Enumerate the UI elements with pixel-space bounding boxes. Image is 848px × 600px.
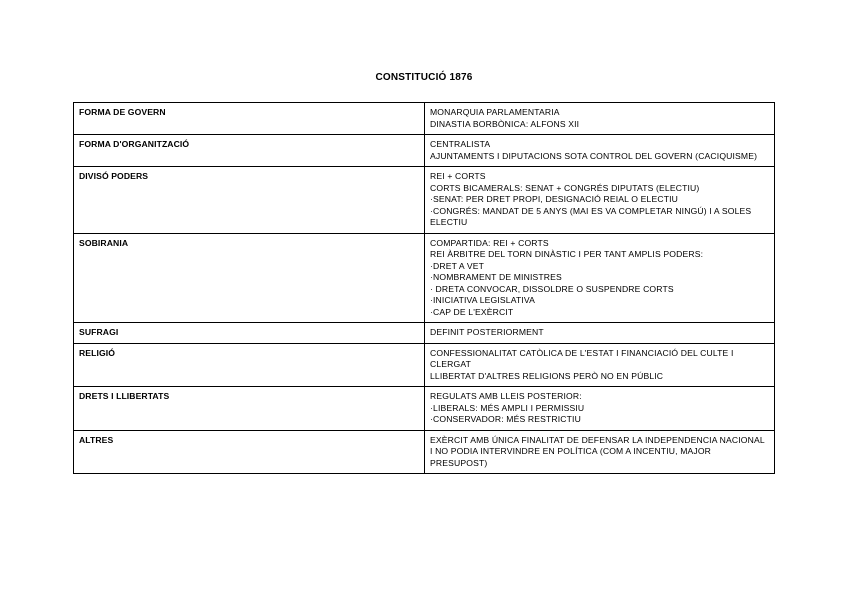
table-row bbox=[74, 135, 775, 167]
value-line: ·CONGRÉS: MANDAT DE 5 ANYS (MAI ES VA COMPLETAR NINGÚ) I A SOLES ELECTIU bbox=[430, 205, 752, 227]
value-line: CENTRALISTA bbox=[430, 139, 491, 149]
row-label: RELIGIÓ bbox=[74, 343, 425, 387]
table-row bbox=[74, 430, 775, 474]
table-row bbox=[74, 387, 775, 431]
table-row bbox=[74, 323, 775, 344]
value-line: ·CONSERVADOR: MÉS RESTRICTIU bbox=[430, 414, 581, 424]
value-line: DEFINIT POSTERIORMENT bbox=[430, 327, 544, 337]
value-line: DINASTIA BORBÒNICA: ALFONS XII bbox=[430, 118, 580, 129]
row-value bbox=[425, 135, 775, 167]
row-label: DIVISÓ PODERS bbox=[74, 167, 425, 234]
constitution-table bbox=[73, 102, 775, 474]
value-line: ·INICIATIVA LEGISLATIVA bbox=[430, 295, 536, 305]
row-label: ALTRES bbox=[74, 430, 425, 474]
row-label: SOBIRANIA bbox=[74, 233, 425, 323]
value-line: CORTS BICAMERALS: SENAT + CONGRÉS DIPUTATS (ELECTIU) bbox=[430, 182, 700, 193]
row-value bbox=[425, 167, 775, 234]
row-value bbox=[425, 387, 775, 431]
row-value bbox=[425, 323, 775, 344]
value-line: ·NOMBRAMENT DE MINISTRES bbox=[430, 272, 562, 282]
table-row bbox=[74, 167, 775, 234]
value-line: COMPARTIDA: REI + CORTS bbox=[430, 237, 549, 248]
row-label: FORMA D'ORGANITZACIÓ bbox=[74, 135, 425, 167]
row-value bbox=[425, 430, 775, 474]
document-title: CONSTITUCIÓ 1876 bbox=[375, 72, 473, 83]
value-line: ·SENAT: PER DRET PROPI, DESIGNACIÓ REIAL O ELECTIU bbox=[430, 194, 679, 204]
value-line: ·CAP DE L'EXÈRCIT bbox=[430, 306, 514, 317]
value-line: LLIBERTAT D'ALTRES RELIGIONS PERÒ NO EN PÚBLIC bbox=[430, 370, 664, 381]
row-value bbox=[425, 233, 775, 323]
value-line: · DRETA CONVOCAR, DISSOLDRE O SUSPENDRE CORTS bbox=[430, 283, 674, 294]
table-row bbox=[74, 233, 775, 323]
table-row bbox=[74, 343, 775, 387]
row-value bbox=[425, 103, 775, 135]
value-line: AJUNTAMENTS I DIPUTACIONS SOTA CONTROL DEL GOVERN (CACIQUISME) bbox=[430, 150, 758, 161]
value-line: MONARQUIA PARLAMENTARIA bbox=[430, 107, 560, 117]
row-value bbox=[425, 343, 775, 387]
value-line: REGULATS AMB LLEIS POSTERIOR: bbox=[430, 391, 582, 401]
value-line: ·DRET A VET bbox=[430, 260, 485, 271]
value-line: EXÈRCIT AMB ÚNICA FINALITAT DE DEFENSAR LA INDEPENDENCIA NACIONAL I NO PODIA INTERVINDRE EN POLÍTICA (COM A INCENTIU, MAJOR PRESUPOST) bbox=[430, 434, 765, 468]
value-line: REI ÀRBITRE DEL TORN DINÀSTIC I PER TANT AMPLIS PODERS: bbox=[430, 249, 704, 259]
row-label: SUFRAGI bbox=[74, 323, 425, 344]
table-row bbox=[74, 103, 775, 135]
value-line: CONFESSIONALITAT CATÒLICA DE L'ESTAT I FINANCIACIÓ DEL CULTE I CLERGAT bbox=[430, 347, 734, 369]
value-line: ·LIBERALS: MÉS AMPLI I PERMISSIU bbox=[430, 402, 585, 413]
row-label: DRETS I LLIBERTATS bbox=[74, 387, 425, 431]
value-line: REI + CORTS bbox=[430, 171, 486, 181]
row-label: FORMA DE GOVERN bbox=[74, 103, 425, 135]
